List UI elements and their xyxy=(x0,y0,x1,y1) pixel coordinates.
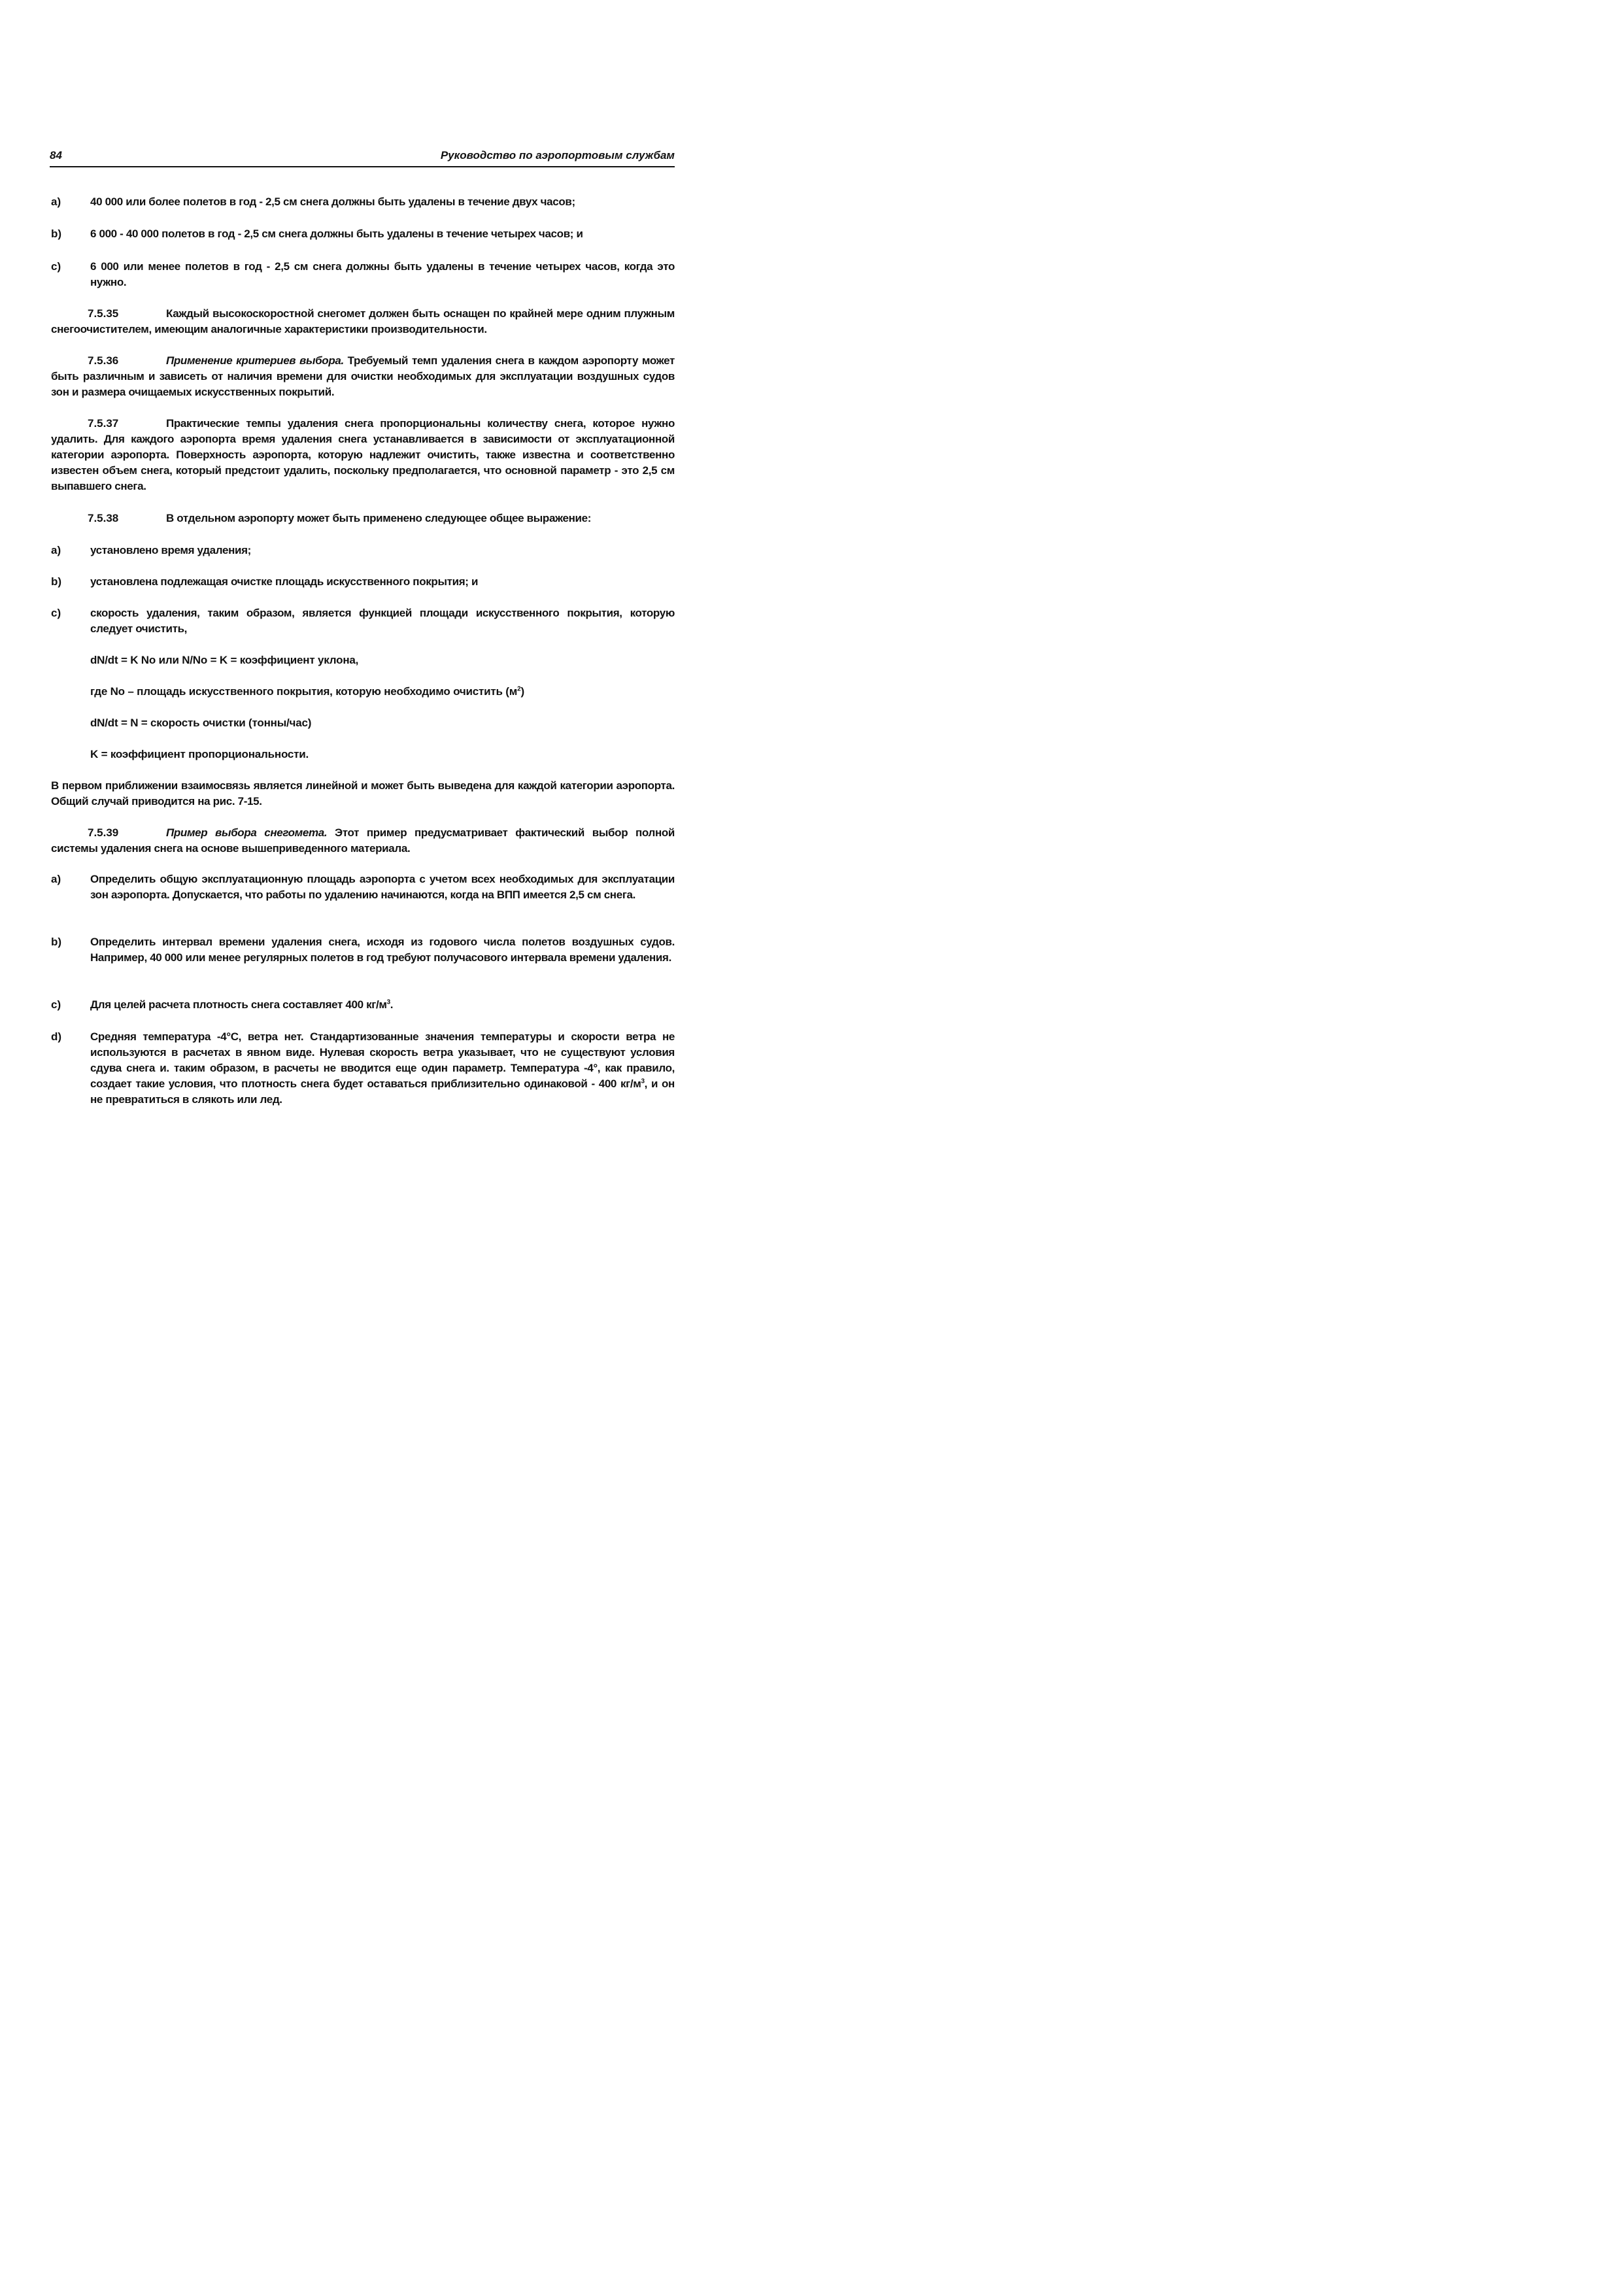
list-item-text: установлена подлежащая очистке площадь искусственного покрытия; и xyxy=(90,575,479,588)
paragraph-text: Каждый высокоскоростной снегомет должен быть оснащен по крайней мере одним плужным снегоочистителем, имеющим аналогичные характеристики производительности. xyxy=(51,307,675,335)
list-item-text-body: Средняя температура -4°С, ветра нет. Стандартизованные значения температуры и скорости ветра не используются в расчетах в явном виде. Нулевая скорость ветра указывает, что не существуют условия сдува снега и. таким образом, в расчеты не вводится еще один параметр. Температура -4°, как правило, создает такие условия, что плотность снега будет оставаться приблизительно одинаковой - 400 кг/м xyxy=(90,1030,675,1090)
list-item-label: b) xyxy=(51,575,62,588)
paragraph-number: 7.5.35 xyxy=(88,307,119,320)
list-item-label: d) xyxy=(51,1030,62,1043)
list-item-text: Определить интервал времени удаления снега, исходя из годового числа полетов воздушных судов. Например, 40 000 или менее регулярных полетов в год требуют получасового интервала времени удаления. xyxy=(90,936,675,964)
document-page xyxy=(0,0,812,1146)
paragraph-lead: Применение критериев выбора. xyxy=(166,354,344,367)
superscript: 2 xyxy=(517,685,521,693)
list-item-text-end: . xyxy=(390,998,394,1011)
list-item-label: a) xyxy=(51,544,61,556)
paragraph-text: Практические темпы удаления снега пропорциональны количеству снега, которое нужно удалить. Для каждого аэропорта время удаления снега устанавливается в зависимости от эксплуатационной категории аэропорта. Поверхность аэропорта, которую надлежит очистить, также известна и соответственно известен объем снега, который предстоит удалить, поскольку предполагается, что основной параметр - это 2,5 см выпавшего снега. xyxy=(51,417,675,492)
formula-text: где No – площадь искусственного покрытия, которую необходимо очистить (м xyxy=(90,685,518,698)
formula-area-definition xyxy=(90,684,524,700)
list-item-text xyxy=(90,997,675,1013)
paragraph-7-5-36 xyxy=(51,353,675,400)
formula-speed-definition: dN/dt = N = скорость очистки (тонны/час) xyxy=(90,717,312,729)
paragraph-7-5-35 xyxy=(51,306,675,337)
paragraph-lead: Пример выбора снегомета. xyxy=(166,826,328,839)
list-item-label: b) xyxy=(51,936,62,948)
list-item-text: 40 000 или более полетов в год - 2,5 см снега должны быть удалены в течение двух часов; xyxy=(90,195,575,208)
list-item-text: 6 000 - 40 000 полетов в год - 2,5 см снега должны быть удалены в течение четырех часов; и xyxy=(90,228,583,240)
paragraph-number: 7.5.39 xyxy=(88,826,119,839)
list-item-text: скорость удаления, таким образом, является функцией площади искусственного покрытия, которую следует очистить, xyxy=(90,607,675,635)
paragraph-number: 7.5.37 xyxy=(88,417,119,430)
paragraph-number: 7.5.36 xyxy=(88,354,119,367)
list-item-text xyxy=(90,1029,675,1108)
paragraph-number: 7.5.38 xyxy=(88,512,119,524)
list-item-text-body: Для целей расчета плотность снега составляет 400 кг/м xyxy=(90,998,387,1011)
list-item-text: установлено время удаления; xyxy=(90,544,251,556)
list-item-text: Определить общую эксплуатационную площадь аэропорта с учетом всех необходимых для эксплуатации зон аэропорта. Допускается, что работы по удалению начинаются, когда на ВПП имеется 2,5 см снега. xyxy=(90,873,675,901)
paragraph-text: В отдельном аэропорту может быть применено следующее общее выражение: xyxy=(166,512,592,524)
paragraph-approximation: В первом приближении взаимосвязь является линейной и может быть выведена для каждой категории аэропорта. Общий случай приводится на рис. 7-15. xyxy=(51,779,675,807)
paragraph-7-5-39 xyxy=(51,825,675,857)
superscript: 3 xyxy=(386,998,390,1006)
list-item-label: c) xyxy=(51,998,61,1011)
paragraph-text: Требуемый темп удаления снега в каждом аэропорту может быть различным и зависеть от наличия времени для очистки необходимых для эксплуатации воздушных судов зон и размера очищаемых искусственных покрытий. xyxy=(51,354,675,398)
running-title: Руководство по аэропортовым службам xyxy=(440,149,675,161)
formula-text-end: ) xyxy=(520,685,524,698)
list-item-label: b) xyxy=(51,228,62,240)
list-item-label: c) xyxy=(51,260,61,273)
page-number: 84 xyxy=(50,149,62,161)
superscript: 3 xyxy=(641,1078,645,1085)
paragraph-7-5-38 xyxy=(51,511,675,526)
list-item-text: 6 000 или менее полетов в год - 2,5 см снега должны быть удалены в течение четырех часов, когда это нужно. xyxy=(90,260,675,288)
paragraph-7-5-37 xyxy=(51,416,675,494)
list-item-label: c) xyxy=(51,607,61,619)
list-item-text-end: , и он не превратиться в слякоть или лед. xyxy=(90,1078,675,1106)
formula-k-definition: K = коэффициент пропорциональности. xyxy=(90,748,309,760)
paragraph-text: Этот пример предусматривает фактический выбор полной системы удаления снега на основе вышеприведенного материала. xyxy=(51,826,675,855)
formula-rate: dN/dt = K No или N/No = K = коэффициент уклона, xyxy=(90,654,359,666)
list-item-label: a) xyxy=(51,195,61,208)
list-item-label: a) xyxy=(51,873,61,885)
page-header xyxy=(50,146,675,167)
